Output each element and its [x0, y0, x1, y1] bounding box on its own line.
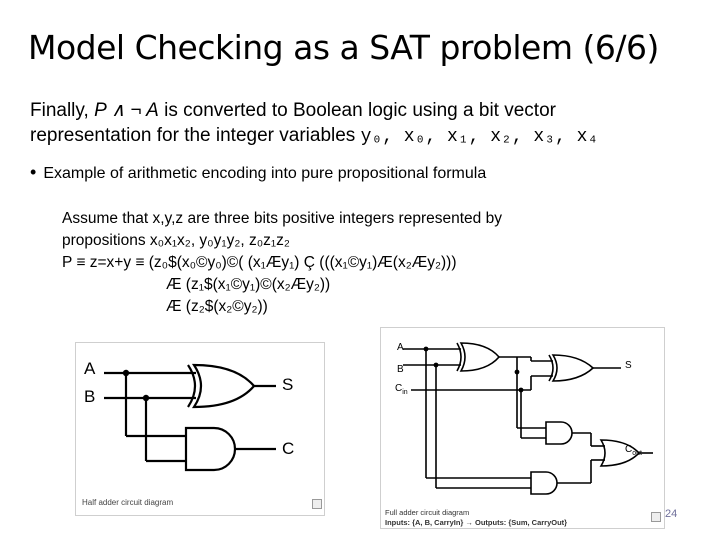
bullet-item [30, 162, 710, 183]
half-adder-figure [75, 342, 325, 516]
example-line-5: Æ (z₂$(x₂©y₂)) [166, 298, 268, 315]
full-adder-input-cin-sub: in [402, 389, 408, 396]
full-adder-input-b: B [397, 364, 404, 375]
intro-formula: P ∧ ¬ A [94, 100, 159, 121]
full-adder-diagram [381, 328, 664, 528]
full-adder-caption-line2: Inputs: {A, B, CarryIn} → Outputs: {Sum, CarryOut} [385, 518, 568, 527]
intro-pre: Finally, [30, 100, 95, 121]
bullet-text: Example of arithmetic encoding into pure propositional formula [43, 165, 487, 182]
intro-paragraph [30, 98, 710, 150]
full-adder-output-s: S [625, 360, 632, 371]
slide-title: Model Checking as a SAT problem (6/6) [28, 28, 659, 67]
intro-variables: y₀, x₀, x₁, x₂, x₃, x₄ [360, 127, 599, 147]
intro-post: is converted to Boolean logic using a bit vector [158, 100, 556, 121]
half-adder-diagram [76, 343, 324, 515]
full-adder-caption-line1: Full adder circuit diagram [385, 508, 470, 517]
half-adder-caption: Half adder circuit diagram [82, 498, 174, 507]
half-adder-output-s: S [282, 375, 294, 394]
example-line-3: P ≡ z=x+y ≡ (z₀$(x₀©y₀)©( (x₁Æy₁) Ç (((x₁©y₁)Æ(x₂Æy₂))) [62, 254, 457, 271]
example-line-1: Assume that x,y,z are three bits positive integers represented by [62, 210, 502, 227]
intro-line2: representation for the integer variables [30, 125, 361, 146]
half-adder-input-b: B [84, 387, 96, 406]
full-adder-output-cout-letter: C [625, 444, 633, 455]
expand-icon[interactable] [651, 512, 661, 522]
half-adder-output-c: C [282, 439, 295, 458]
page-number: 24 [665, 508, 678, 520]
full-adder-input-a: A [397, 342, 404, 353]
full-adder-input-cin [395, 383, 408, 394]
example-line-4: Æ (z₁$(x₁©y₁)©(x₂Æy₂)) [166, 276, 331, 293]
expand-icon[interactable] [312, 499, 322, 509]
full-adder-input-cin-letter: C [395, 383, 403, 394]
example-line-2: propositions x₀x₁x₂, y₀y₁y₂, z₀z₁z₂ [62, 232, 290, 249]
full-adder-output-cout [625, 444, 642, 455]
full-adder-output-cout-sub: out [632, 450, 642, 457]
half-adder-input-a: A [84, 359, 96, 378]
bullet-dot-icon: • [30, 162, 37, 182]
example-block [62, 208, 702, 318]
full-adder-figure [380, 327, 665, 529]
full-adder-caption [385, 508, 567, 528]
